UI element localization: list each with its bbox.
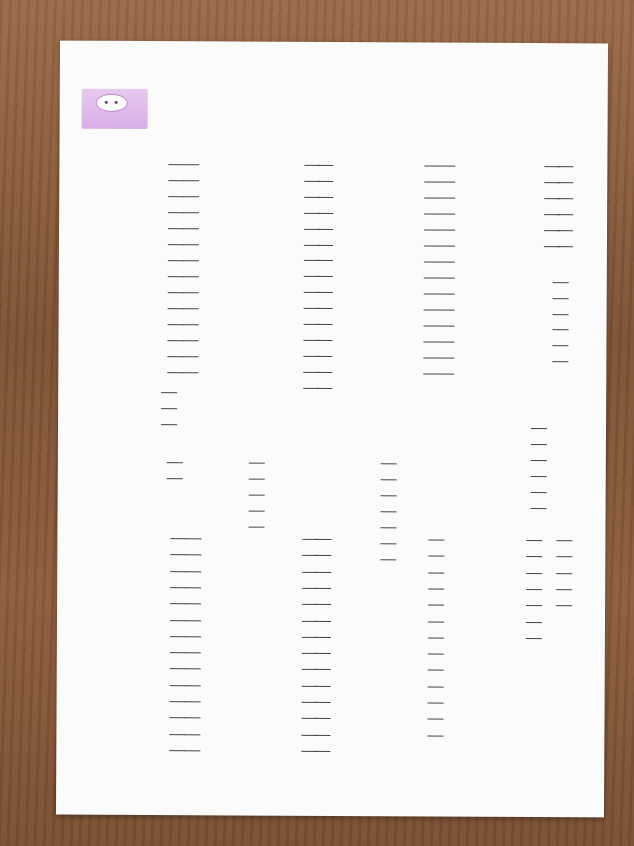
price-blank-line (438, 342, 454, 343)
price-blank-line (170, 587, 186, 588)
logo-eye-icon (105, 101, 108, 104)
price-blank-line (531, 460, 547, 461)
price-blank-line (183, 164, 199, 165)
price-blank-line (553, 314, 569, 315)
price-blank-line (183, 180, 199, 181)
price-blank-line (168, 164, 184, 165)
price-blank-line (249, 479, 265, 480)
price-blank-line (168, 276, 184, 277)
price-blank-line (170, 669, 186, 670)
price-blank-line (315, 653, 331, 654)
price-blank-line (168, 228, 184, 229)
price-blank-line (427, 735, 443, 736)
price-blank-line (168, 292, 184, 293)
price-blank-line (380, 527, 396, 528)
price-blank-line (439, 294, 455, 295)
price-blank-line (184, 718, 200, 719)
price-blank-line (557, 198, 573, 199)
price-blank-line (183, 276, 199, 277)
price-blank-line (552, 345, 568, 346)
price-blank-line (168, 244, 184, 245)
price-blank-line (168, 308, 184, 309)
logo-face (96, 94, 128, 112)
price-blank-line (428, 670, 444, 671)
price-blank-line (439, 326, 455, 327)
price-blank-line (183, 196, 199, 197)
price-blank-line (556, 605, 572, 606)
price-blank-line (439, 310, 455, 311)
price-blank-line (170, 571, 186, 572)
price-blank-line (170, 620, 186, 621)
price-blank-line (168, 324, 184, 325)
price-blank-line (315, 539, 331, 540)
price-blank-line (428, 686, 444, 687)
price-blank-line (556, 589, 572, 590)
price-blank-line (428, 605, 444, 606)
price-blank-line (170, 652, 186, 653)
price-blank-line (424, 165, 440, 166)
price-blank-line (439, 166, 455, 167)
price-blank-line (439, 198, 455, 199)
price-blank-line (553, 282, 569, 283)
price-blank-line (531, 508, 547, 509)
price-blank-line (183, 244, 199, 245)
price-blank-line (423, 341, 439, 342)
price-blank-line (439, 230, 455, 231)
price-blank-line (381, 479, 397, 480)
price-blank-line (317, 276, 333, 277)
price-blank-line (185, 620, 201, 621)
price-blank-line (439, 246, 455, 247)
price-blank-line (557, 166, 573, 167)
price-blank-line (424, 261, 440, 262)
price-blank-line (170, 554, 186, 555)
price-blank-line (316, 372, 332, 373)
price-blank-line (183, 324, 199, 325)
price-blank-line (185, 538, 201, 539)
price-blank-line (317, 260, 333, 261)
price-blank-line (439, 262, 455, 263)
price-blank-line (380, 543, 396, 544)
price-blank-line (317, 213, 333, 214)
price-blank-line (317, 197, 333, 198)
price-blank-line (249, 463, 265, 464)
price-blank-line (531, 476, 547, 477)
price-blank-line (167, 478, 183, 479)
price-blank-line (314, 735, 330, 736)
price-blank-line (424, 277, 440, 278)
price-blank-line (183, 228, 199, 229)
price-blank-line (183, 308, 199, 309)
price-blank-line (168, 260, 184, 261)
price-blank-line (317, 324, 333, 325)
price-blank-line (317, 244, 333, 245)
price-blank-line (439, 214, 455, 215)
price-blank-line (531, 492, 547, 493)
price-blank-line (424, 197, 440, 198)
price-blank-line (248, 527, 264, 528)
price-blank-line (183, 260, 199, 261)
price-blank-line (161, 408, 177, 409)
price-blank-line (315, 572, 331, 573)
price-blank-line (185, 555, 201, 556)
price-blank-line (167, 340, 183, 341)
price-blank-line (317, 292, 333, 293)
price-blank-line (526, 540, 542, 541)
price-blank-line (185, 603, 201, 604)
price-blank-line (428, 572, 444, 573)
price-blank-line (170, 538, 186, 539)
price-blank-line (170, 603, 186, 604)
price-blank-line (423, 357, 439, 358)
price-blank-line (315, 686, 331, 687)
price-blank-line (185, 701, 201, 702)
price-blank-line (428, 654, 444, 655)
price-blank-line (427, 719, 443, 720)
price-blank-line (315, 620, 331, 621)
price-blank-line (424, 293, 440, 294)
price-blank-line (531, 428, 547, 429)
price-blank-line (526, 622, 542, 623)
price-blank-line (526, 556, 542, 557)
price-blank-line (314, 718, 330, 719)
price-blank-line (170, 701, 186, 702)
price-blank-line (184, 734, 200, 735)
price-blank-line (424, 245, 440, 246)
price-blank-line (167, 356, 183, 357)
price-blank-line (439, 278, 455, 279)
price-blank-line (552, 361, 568, 362)
price-blank-line (553, 330, 569, 331)
price-blank-line (428, 540, 444, 541)
price-blank-line (167, 372, 183, 373)
price-blank-line (381, 495, 397, 496)
price-blank-line (185, 587, 201, 588)
price-blank-line (557, 246, 573, 247)
price-blank-line (182, 372, 198, 373)
price-blank-line (317, 229, 333, 230)
price-blank-line (315, 637, 331, 638)
price-blank-line (317, 308, 333, 309)
price-blank-line (424, 229, 440, 230)
price-blank-line (556, 556, 572, 557)
price-blank-line (316, 340, 332, 341)
price-blank-line (428, 703, 444, 704)
price-blank-line (161, 424, 177, 425)
price-blank-line (556, 540, 572, 541)
price-blank-line (526, 573, 542, 574)
price-blank-line (557, 230, 573, 231)
price-blank-line (316, 356, 332, 357)
price-blank-line (168, 196, 184, 197)
price-blank-line (169, 734, 185, 735)
price-blank-line (423, 373, 439, 374)
price-blank-line (185, 685, 201, 686)
price-blank-line (185, 636, 201, 637)
price-blank-line (428, 637, 444, 638)
price-blank-line (557, 214, 573, 215)
price-blank-line (557, 182, 573, 183)
price-blank-line (183, 212, 199, 213)
price-blank-line (161, 392, 177, 393)
price-blank-line (168, 180, 184, 181)
price-blank-line (315, 588, 331, 589)
price-blank-line (428, 588, 444, 589)
price-blank-line (249, 495, 265, 496)
shop-logo (82, 89, 148, 129)
price-blank-line (314, 751, 330, 752)
price-blank-line (316, 388, 332, 389)
price-blank-line (553, 298, 569, 299)
price-blank-line (380, 559, 396, 560)
price-blank-line (170, 685, 186, 686)
price-blank-line (168, 212, 184, 213)
price-blank-line (526, 638, 542, 639)
price-blank-line (249, 511, 265, 512)
price-blank-line (531, 444, 547, 445)
price-blank-line (438, 374, 454, 375)
price-blank-line (185, 571, 201, 572)
price-blank-line (169, 750, 185, 751)
logo-eye-icon (115, 101, 118, 104)
price-blank-line (424, 309, 440, 310)
price-blank-line (526, 605, 542, 606)
price-blank-line (315, 555, 331, 556)
price-blank-line (315, 702, 331, 703)
price-blank-line (428, 556, 444, 557)
price-blank-line (381, 511, 397, 512)
price-blank-line (424, 325, 440, 326)
price-blank-line (526, 589, 542, 590)
price-blank-line (424, 181, 440, 182)
price-blank-line (317, 165, 333, 166)
price-blank-line (438, 358, 454, 359)
price-blank-line (185, 652, 201, 653)
price-blank-line (556, 573, 572, 574)
price-blank-line (381, 463, 397, 464)
price-blank-line (439, 182, 455, 183)
price-blank-line (183, 292, 199, 293)
price-blank-line (167, 462, 183, 463)
price-blank-line (424, 213, 440, 214)
price-blank-line (182, 356, 198, 357)
price-blank-line (185, 669, 201, 670)
price-blank-line (315, 669, 331, 670)
price-blank-line (428, 621, 444, 622)
price-blank-line (317, 181, 333, 182)
price-blank-line (169, 717, 185, 718)
price-blank-line (170, 636, 186, 637)
menu-sheet (56, 41, 608, 818)
price-blank-line (315, 604, 331, 605)
price-blank-line (182, 340, 198, 341)
price-blank-line (184, 750, 200, 751)
